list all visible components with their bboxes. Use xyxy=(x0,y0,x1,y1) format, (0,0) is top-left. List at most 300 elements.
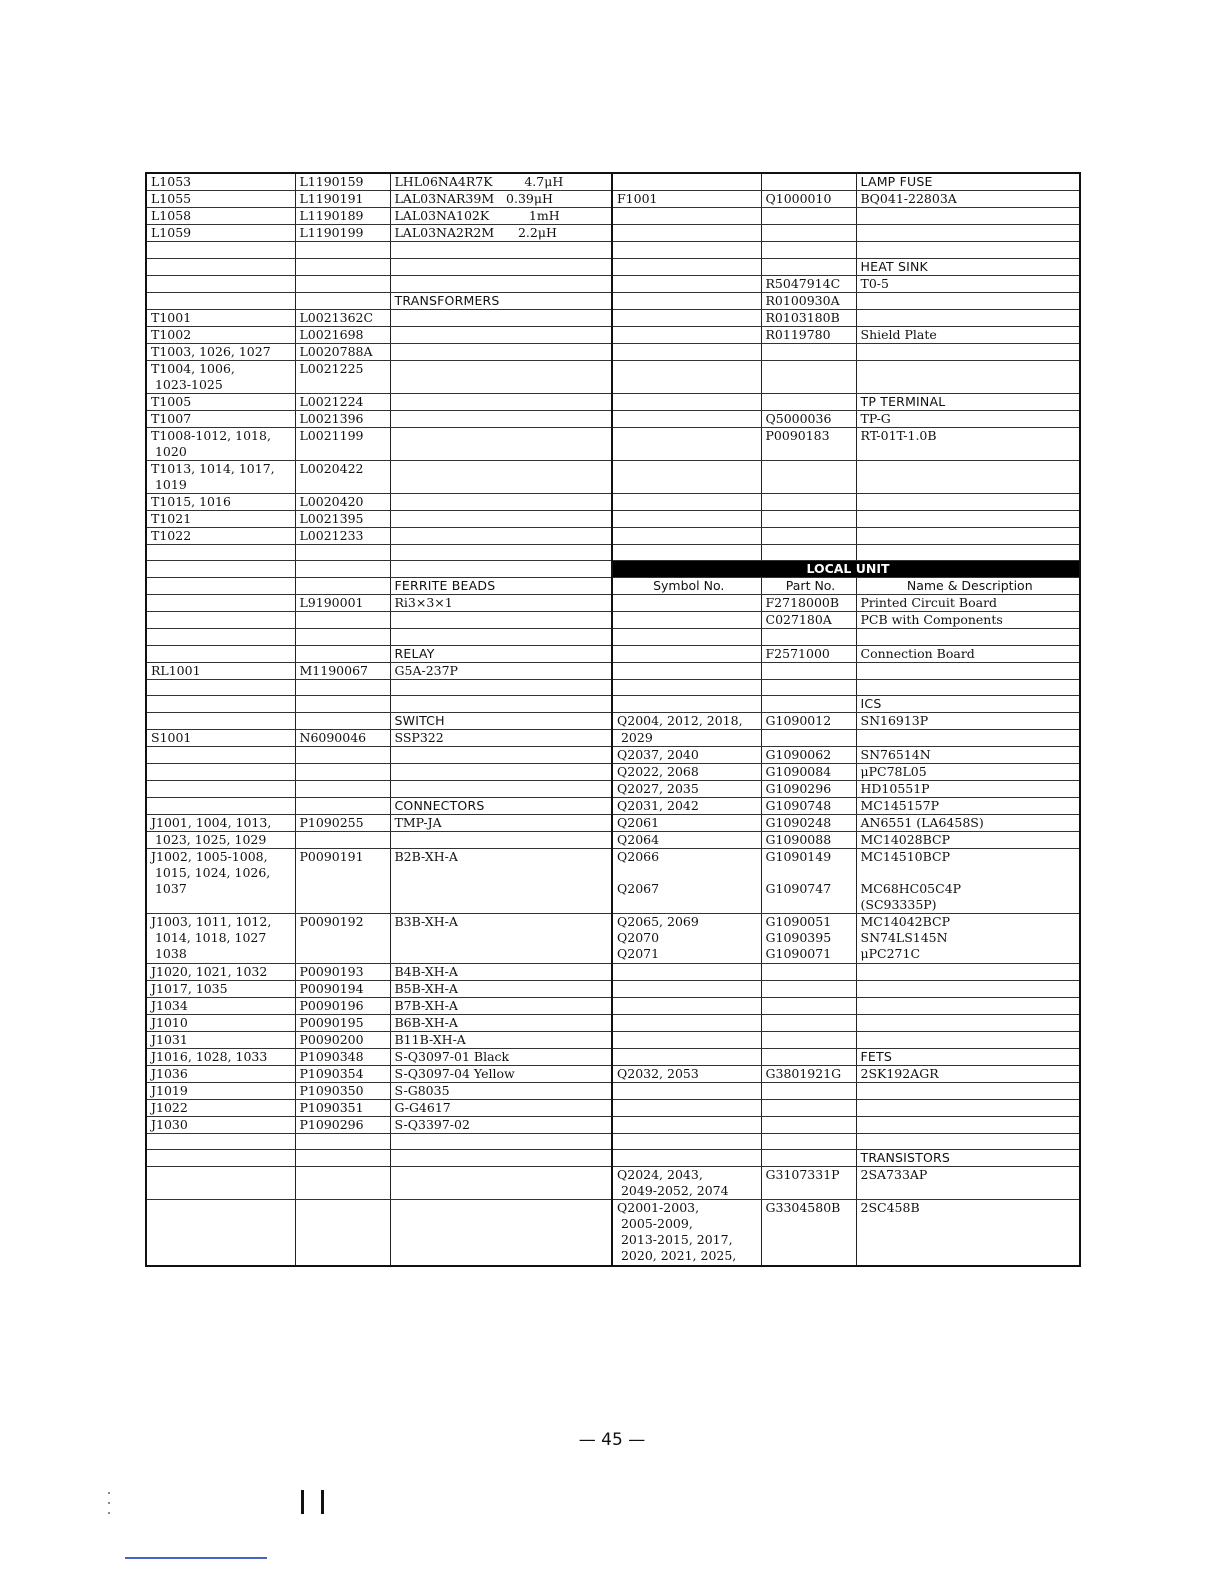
table-cell xyxy=(390,832,612,849)
table-cell: F2571000 xyxy=(761,645,856,662)
table-cell: L0021395 xyxy=(295,510,390,527)
table-cell: B6B-XH-A xyxy=(390,1014,612,1031)
table-cell: R0100930A xyxy=(761,292,856,309)
table-cell: L0020788A xyxy=(295,343,390,360)
table-cell: T1002 xyxy=(146,326,295,343)
table-cell: L1055 xyxy=(146,191,295,208)
table-cell: M1190067 xyxy=(295,662,390,679)
table-cell: T1005 xyxy=(146,393,295,410)
table-cell xyxy=(856,1133,1080,1150)
section-header: TP TERMINAL xyxy=(856,393,1080,410)
table-row xyxy=(146,544,1080,561)
table-cell: MC14510BCP MC68HC05C4P (SC93335P) xyxy=(856,849,1080,914)
table-row xyxy=(146,815,1080,832)
table-cell xyxy=(761,460,856,493)
section-header: HEAT SINK xyxy=(856,258,1080,275)
table-cell xyxy=(390,242,612,259)
table-cell xyxy=(390,427,612,460)
table-cell: T1021 xyxy=(146,510,295,527)
table-cell: J1034 xyxy=(146,997,295,1014)
table-cell xyxy=(761,730,856,747)
table-cell: B5B-XH-A xyxy=(390,980,612,997)
table-cell xyxy=(295,764,390,781)
table-cell xyxy=(390,781,612,798)
table-row xyxy=(146,527,1080,544)
table-cell xyxy=(146,781,295,798)
section-header: FETS xyxy=(856,1048,1080,1065)
table-cell: μPC78L05 xyxy=(856,764,1080,781)
table-cell: SN16913P xyxy=(856,713,1080,730)
table-cell xyxy=(295,544,390,561)
table-cell: F2718000B xyxy=(761,595,856,612)
table-cell xyxy=(856,730,1080,747)
table-cell: HD10551P xyxy=(856,781,1080,798)
table-cell xyxy=(612,595,761,612)
section-header: ICS xyxy=(856,696,1080,713)
bottom-rule xyxy=(125,1557,267,1559)
table-cell xyxy=(390,1167,612,1200)
table-row xyxy=(146,460,1080,493)
table-row xyxy=(146,292,1080,309)
table-cell xyxy=(390,309,612,326)
table-cell xyxy=(146,713,295,730)
table-row xyxy=(146,914,1080,964)
table-row xyxy=(146,662,1080,679)
table-cell xyxy=(146,645,295,662)
table-cell: B11B-XH-A xyxy=(390,1031,612,1048)
table-cell: S-Q3397-02 xyxy=(390,1116,612,1133)
table-cell: G1090748 xyxy=(761,798,856,815)
table-cell xyxy=(295,679,390,696)
table-row xyxy=(146,1200,1080,1266)
table-cell: J1020, 1021, 1032 xyxy=(146,963,295,980)
table-cell xyxy=(146,1133,295,1150)
table-cell xyxy=(761,1031,856,1048)
table-cell xyxy=(761,527,856,544)
table-cell: G3801921G xyxy=(761,1065,856,1082)
table-cell xyxy=(390,326,612,343)
section-header: RELAY xyxy=(390,645,612,662)
table-row xyxy=(146,798,1080,815)
table-row xyxy=(146,1099,1080,1116)
table-cell xyxy=(612,460,761,493)
table-cell xyxy=(612,292,761,309)
table-row xyxy=(146,173,1080,191)
table-cell: L1190189 xyxy=(295,208,390,225)
table-cell xyxy=(856,208,1080,225)
table-row xyxy=(146,980,1080,997)
table-cell: L1190191 xyxy=(295,191,390,208)
table-cell xyxy=(612,612,761,629)
table-cell: J1010 xyxy=(146,1014,295,1031)
table-row xyxy=(146,1082,1080,1099)
table-cell: J1030 xyxy=(146,1116,295,1133)
table-cell xyxy=(612,1031,761,1048)
table-cell xyxy=(612,208,761,225)
table-cell xyxy=(612,493,761,510)
table-cell xyxy=(612,662,761,679)
table-cell xyxy=(761,1014,856,1031)
table-cell xyxy=(612,980,761,997)
table-cell: AN6551 (LA6458S) xyxy=(856,815,1080,832)
table-cell: L0021233 xyxy=(295,527,390,544)
table-cell xyxy=(295,747,390,764)
table-cell: 2SK192AGR xyxy=(856,1065,1080,1082)
scan-dot xyxy=(108,1512,110,1514)
table-cell xyxy=(856,225,1080,242)
table-cell: T1001 xyxy=(146,309,295,326)
table-cell xyxy=(295,629,390,646)
table-cell xyxy=(761,225,856,242)
table-row xyxy=(146,1133,1080,1150)
table-cell xyxy=(146,292,295,309)
table-cell: J1002, 1005-1008, 1015, 1024, 1026, 1037 xyxy=(146,849,295,914)
table-cell xyxy=(856,527,1080,544)
table-cell xyxy=(390,1200,612,1266)
section-header: TRANSISTORS xyxy=(856,1150,1080,1167)
table-cell: RT-01T-1.0B xyxy=(856,427,1080,460)
table-row xyxy=(146,258,1080,275)
table-row xyxy=(146,208,1080,225)
local-unit-header: LOCAL UNIT xyxy=(612,561,1080,578)
table-cell xyxy=(761,1099,856,1116)
table-row xyxy=(146,1150,1080,1167)
table-cell xyxy=(856,360,1080,393)
table-cell: P0090192 xyxy=(295,914,390,964)
table-cell xyxy=(761,510,856,527)
table-cell: R0103180B xyxy=(761,309,856,326)
table-cell: T1003, 1026, 1027 xyxy=(146,343,295,360)
scan-dot xyxy=(108,1492,110,1494)
table-cell: J1022 xyxy=(146,1099,295,1116)
table-cell xyxy=(761,1082,856,1099)
table-cell xyxy=(761,360,856,393)
table-cell: L1058 xyxy=(146,208,295,225)
table-cell: S-G8035 xyxy=(390,1082,612,1099)
scan-mark xyxy=(301,1490,304,1514)
table-cell xyxy=(856,963,1080,980)
table-cell xyxy=(295,275,390,292)
table-cell xyxy=(295,561,390,578)
table-cell: TP-G xyxy=(856,410,1080,427)
table-cell xyxy=(612,258,761,275)
table-row xyxy=(146,410,1080,427)
table-row xyxy=(146,360,1080,393)
table-cell xyxy=(295,1200,390,1266)
table-cell xyxy=(146,258,295,275)
table-cell: 1023, 1025, 1029 xyxy=(146,832,295,849)
table-cell xyxy=(390,1133,612,1150)
table-cell xyxy=(761,980,856,997)
table-cell xyxy=(295,242,390,259)
table-cell xyxy=(390,696,612,713)
table-cell: P1090296 xyxy=(295,1116,390,1133)
column-header: Name & Description xyxy=(856,578,1080,595)
table-cell xyxy=(390,747,612,764)
table-row xyxy=(146,679,1080,696)
table-cell xyxy=(295,578,390,595)
table-cell xyxy=(612,225,761,242)
table-cell xyxy=(612,963,761,980)
table-cell: SN76514N xyxy=(856,747,1080,764)
table-cell xyxy=(390,764,612,781)
table-cell: B2B-XH-A xyxy=(390,849,612,914)
table-cell xyxy=(146,679,295,696)
table-cell: J1031 xyxy=(146,1031,295,1048)
table-cell: L1190159 xyxy=(295,173,390,191)
table-cell: L0021698 xyxy=(295,326,390,343)
table-cell: Q2066 Q2067 xyxy=(612,849,761,914)
table-cell: Q2065, 2069 Q2070 Q2071 xyxy=(612,914,761,964)
table-cell xyxy=(761,1048,856,1065)
table-cell xyxy=(856,1116,1080,1133)
table-cell xyxy=(146,747,295,764)
table-row xyxy=(146,713,1080,730)
table-row xyxy=(146,645,1080,662)
table-cell: J1017, 1035 xyxy=(146,980,295,997)
parts-list-table xyxy=(145,172,1081,1267)
table-cell: B3B-XH-A xyxy=(390,914,612,964)
table-cell: Q2031, 2042 xyxy=(612,798,761,815)
table-cell: J1036 xyxy=(146,1065,295,1082)
table-cell: T1015, 1016 xyxy=(146,493,295,510)
table-cell xyxy=(856,997,1080,1014)
table-cell: Q2032, 2053 xyxy=(612,1065,761,1082)
table-cell xyxy=(146,1200,295,1266)
table-cell: P1090350 xyxy=(295,1082,390,1099)
table-row xyxy=(146,849,1080,914)
table-row xyxy=(146,1048,1080,1065)
table-cell xyxy=(761,173,856,191)
table-cell xyxy=(146,696,295,713)
table-row xyxy=(146,997,1080,1014)
table-cell xyxy=(761,679,856,696)
table-row xyxy=(146,225,1080,242)
table-cell xyxy=(761,242,856,259)
table-row xyxy=(146,393,1080,410)
table-cell xyxy=(390,360,612,393)
table-cell: LAL03NA102K 1mH xyxy=(390,208,612,225)
table-cell: Shield Plate xyxy=(856,326,1080,343)
table-cell: S-Q3097-04 Yellow xyxy=(390,1065,612,1082)
table-cell xyxy=(390,629,612,646)
table-row xyxy=(146,595,1080,612)
table-cell: N6090046 xyxy=(295,730,390,747)
table-cell: P1090354 xyxy=(295,1065,390,1082)
table-cell: L0021362C xyxy=(295,309,390,326)
table-cell xyxy=(761,393,856,410)
table-cell xyxy=(390,258,612,275)
table-cell xyxy=(856,510,1080,527)
section-header: SWITCH xyxy=(390,713,612,730)
table-cell: P0090191 xyxy=(295,849,390,914)
table-cell xyxy=(390,393,612,410)
table-cell: S1001 xyxy=(146,730,295,747)
table-cell xyxy=(612,309,761,326)
table-cell: G1090084 xyxy=(761,764,856,781)
table-cell: L0020420 xyxy=(295,493,390,510)
table-cell: R5047914C xyxy=(761,275,856,292)
table-cell: C027180A xyxy=(761,612,856,629)
table-cell: P1090351 xyxy=(295,1099,390,1116)
table-cell xyxy=(612,343,761,360)
column-header: Part No. xyxy=(761,578,856,595)
table-row xyxy=(146,1065,1080,1082)
table-cell xyxy=(390,410,612,427)
table-cell xyxy=(761,258,856,275)
table-cell xyxy=(856,980,1080,997)
table-cell xyxy=(295,645,390,662)
table-cell xyxy=(295,258,390,275)
table-row xyxy=(146,191,1080,208)
table-cell xyxy=(856,242,1080,259)
table-cell xyxy=(612,1150,761,1167)
table-cell xyxy=(856,493,1080,510)
table-cell xyxy=(612,1099,761,1116)
page-number: — 45 — xyxy=(578,1430,646,1450)
table-cell: L9190001 xyxy=(295,595,390,612)
section-header: FERRITE BEADS xyxy=(390,578,612,595)
table-cell: J1016, 1028, 1033 xyxy=(146,1048,295,1065)
table-row xyxy=(146,326,1080,343)
table-cell xyxy=(612,242,761,259)
table-row xyxy=(146,493,1080,510)
table-row xyxy=(146,427,1080,460)
table-cell: J1019 xyxy=(146,1082,295,1099)
table-cell: LAL03NA2R2M 2.2μH xyxy=(390,225,612,242)
table-cell xyxy=(390,275,612,292)
table-cell: S-Q3097-01 Black xyxy=(390,1048,612,1065)
table-cell: L1190199 xyxy=(295,225,390,242)
table-cell xyxy=(612,275,761,292)
table-row xyxy=(146,612,1080,629)
table-cell xyxy=(612,1014,761,1031)
table-cell: PCB with Components xyxy=(856,612,1080,629)
table-cell xyxy=(390,544,612,561)
table-cell xyxy=(146,629,295,646)
table-cell xyxy=(612,544,761,561)
table-row xyxy=(146,242,1080,259)
table-cell xyxy=(295,612,390,629)
table-cell: 2SC458B xyxy=(856,1200,1080,1266)
table-row xyxy=(146,1014,1080,1031)
table-cell xyxy=(612,360,761,393)
table-cell: Q2027, 2035 xyxy=(612,781,761,798)
table-cell: Q2024, 2043, 2049-2052, 2074 xyxy=(612,1167,761,1200)
table-cell xyxy=(612,1116,761,1133)
table-cell: G1090088 xyxy=(761,832,856,849)
table-cell xyxy=(612,326,761,343)
table-row xyxy=(146,510,1080,527)
table-cell xyxy=(856,629,1080,646)
table-cell xyxy=(761,696,856,713)
scan-dot xyxy=(108,1502,110,1504)
table-cell: Q2022, 2068 xyxy=(612,764,761,781)
table-cell xyxy=(390,612,612,629)
table-cell: Q2004, 2012, 2018, xyxy=(612,713,761,730)
table-cell xyxy=(612,410,761,427)
table-cell: T0-5 xyxy=(856,275,1080,292)
table-cell: G1090062 xyxy=(761,747,856,764)
table-cell: P0090194 xyxy=(295,980,390,997)
table-cell xyxy=(146,242,295,259)
table-cell: P1090348 xyxy=(295,1048,390,1065)
table-cell: Q2061 xyxy=(612,815,761,832)
table-cell xyxy=(612,679,761,696)
table-cell: SSP322 xyxy=(390,730,612,747)
table-cell: Q2037, 2040 xyxy=(612,747,761,764)
table-cell xyxy=(856,292,1080,309)
table-row xyxy=(146,1167,1080,1200)
table-cell xyxy=(146,578,295,595)
table-cell xyxy=(295,1133,390,1150)
table-cell xyxy=(612,1133,761,1150)
table-cell xyxy=(612,393,761,410)
table-cell: B4B-XH-A xyxy=(390,963,612,980)
table-cell: TMP-JA xyxy=(390,815,612,832)
table-cell xyxy=(761,493,856,510)
table-cell: MC14042BCP SN74LS145N μPC271C xyxy=(856,914,1080,964)
table-cell xyxy=(612,645,761,662)
table-cell: L0020422 xyxy=(295,460,390,493)
table-cell: R0119780 xyxy=(761,326,856,343)
table-row xyxy=(146,578,1080,595)
table-row xyxy=(146,781,1080,798)
table-cell: G3107331P xyxy=(761,1167,856,1200)
table-row xyxy=(146,963,1080,980)
table-cell: G3304580B xyxy=(761,1200,856,1266)
table-cell xyxy=(856,1099,1080,1116)
section-header: LAMP FUSE xyxy=(856,173,1080,191)
table-cell xyxy=(146,561,295,578)
table-cell xyxy=(761,1133,856,1150)
table-cell xyxy=(761,1116,856,1133)
table-cell xyxy=(612,173,761,191)
table-cell: MC14028BCP xyxy=(856,832,1080,849)
table-cell xyxy=(146,275,295,292)
table-cell xyxy=(612,427,761,460)
table-cell: T1008-1012, 1018, 1020 xyxy=(146,427,295,460)
table-cell: P0090195 xyxy=(295,1014,390,1031)
table-cell: Q5000036 xyxy=(761,410,856,427)
table-cell: T1013, 1014, 1017, 1019 xyxy=(146,460,295,493)
table-cell xyxy=(390,460,612,493)
table-cell xyxy=(856,544,1080,561)
table-cell xyxy=(295,832,390,849)
table-cell: B7B-XH-A xyxy=(390,997,612,1014)
table-cell: 2SA733AP xyxy=(856,1167,1080,1200)
table-cell xyxy=(295,713,390,730)
table-cell xyxy=(612,696,761,713)
table-cell: BQ041-22803A xyxy=(856,191,1080,208)
table-row xyxy=(146,561,1080,578)
table-cell xyxy=(146,798,295,815)
table-cell: L0021396 xyxy=(295,410,390,427)
table-cell xyxy=(612,629,761,646)
table-cell xyxy=(856,1031,1080,1048)
table-cell: Connection Board xyxy=(856,645,1080,662)
parts-list-rows xyxy=(146,173,1080,1266)
table-cell xyxy=(761,629,856,646)
section-header: CONNECTORS xyxy=(390,798,612,815)
table-cell: G1090248 xyxy=(761,815,856,832)
table-cell xyxy=(761,662,856,679)
table-cell: L0021225 xyxy=(295,360,390,393)
table-cell xyxy=(146,612,295,629)
table-row xyxy=(146,696,1080,713)
table-row xyxy=(146,275,1080,292)
table-cell xyxy=(856,662,1080,679)
